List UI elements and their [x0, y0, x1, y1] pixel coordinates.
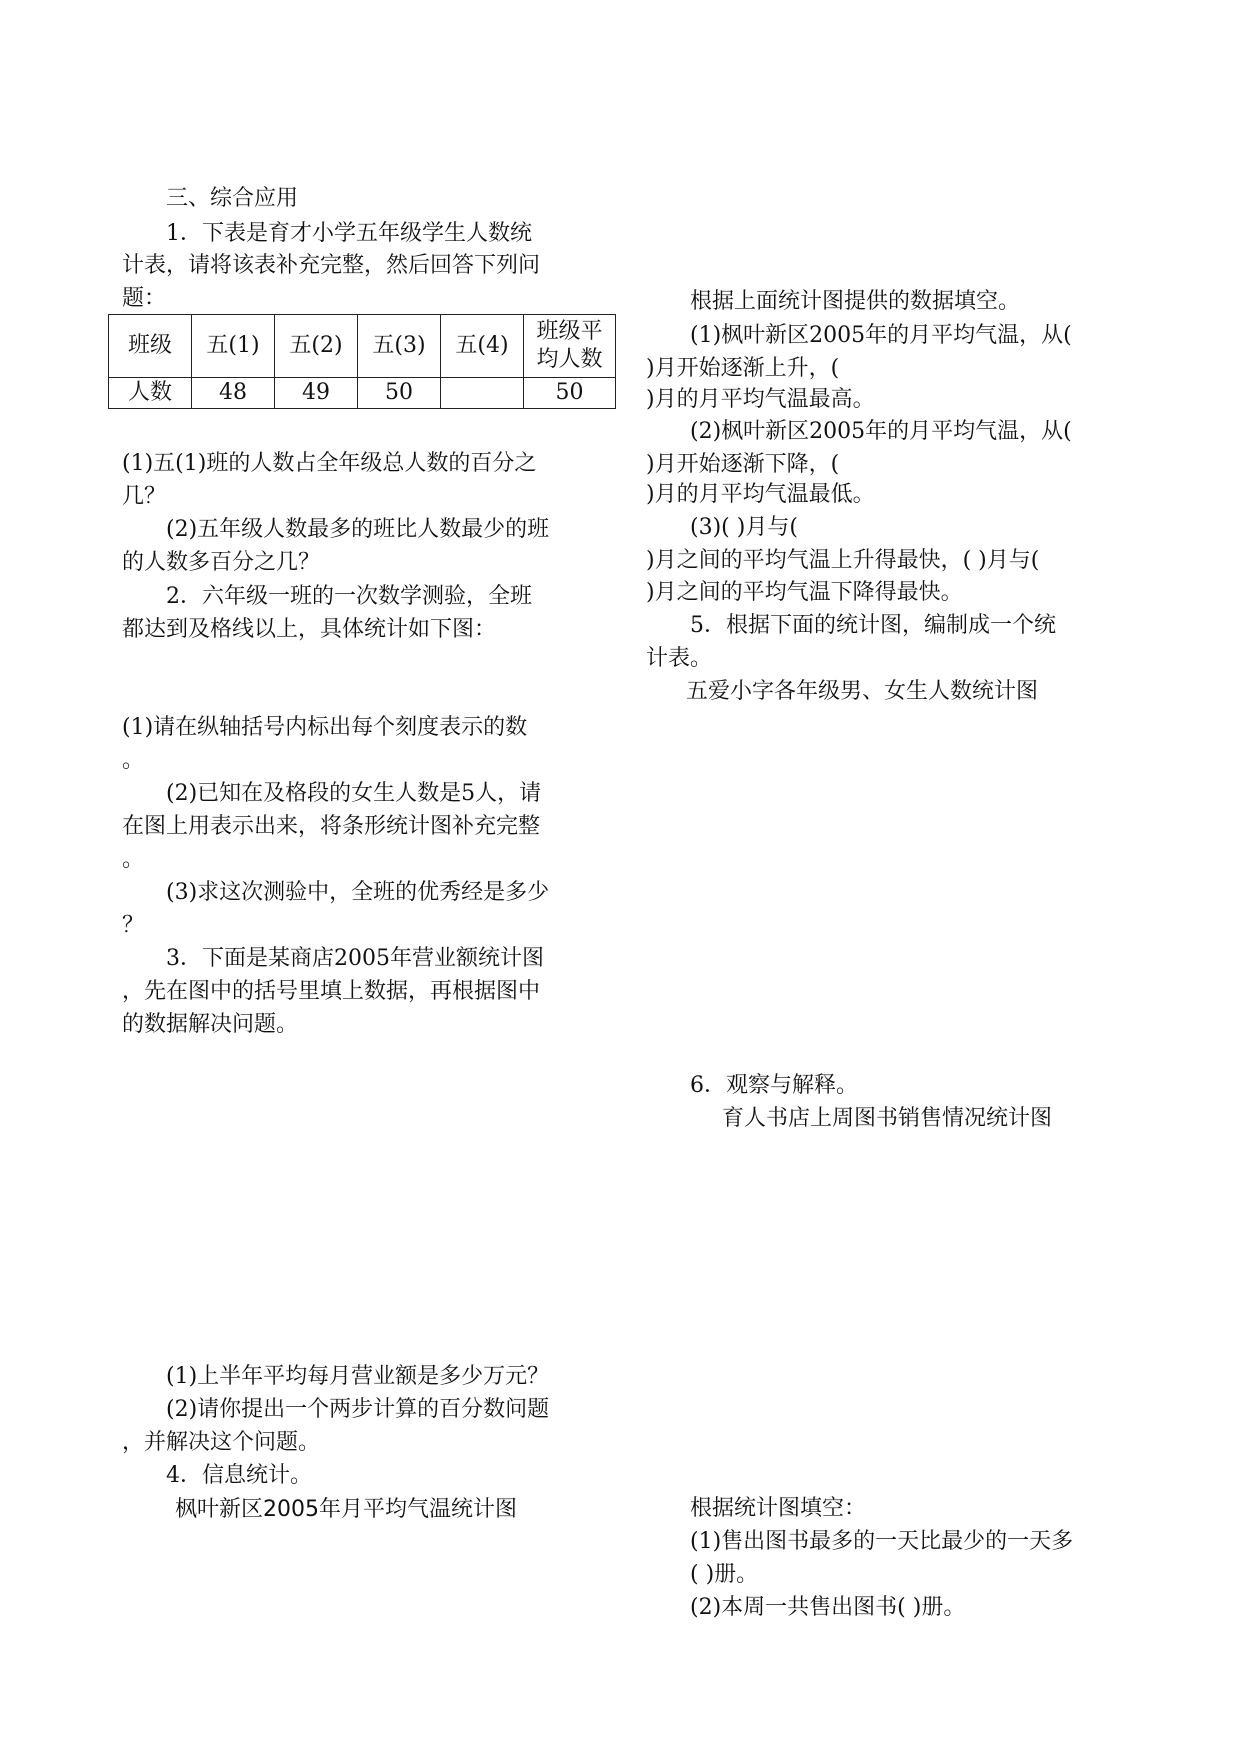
q3-sub-2: (2)请你提出一个两步计算的百分数问题	[166, 1397, 550, 1422]
section-title: 三、综合应用	[166, 186, 299, 211]
q4-sub-2b: )月开始逐渐下降，(	[646, 452, 840, 477]
q4-sub-2: (2)枫叶新区2005年的月平均气温，从(	[690, 419, 1072, 444]
q5-chart-caption: 五爱小字各年级男、女生人数统计图	[686, 679, 1039, 704]
q6-sub-1b: ( )册。	[690, 1562, 759, 1587]
q3-sub-2b: ，并解决这个问题。	[122, 1430, 321, 1455]
q1-line-1: 1．下表是育才小学五年级学生人数统	[166, 221, 532, 246]
q3-line-3: 的数据解决问题。	[122, 1012, 299, 1037]
q4-sub-3c: )月之间的平均气温下降得最快。	[646, 580, 963, 605]
q4-chart-caption: 枫叶新区2005年月平均气温统计图	[175, 1497, 517, 1522]
q3-line-2: ，先在图中的括号里填上数据，再根据图中	[122, 979, 541, 1004]
q4-title: 4．信息统计。	[166, 1463, 312, 1488]
q5-line-1: 5．根据下面的统计图，编制成一个统	[690, 613, 1056, 638]
q1-line-3: 题：	[122, 286, 167, 311]
q6-title: 6．观察与解释。	[690, 1073, 858, 1098]
table-header-5-3: 五(3)	[358, 315, 441, 378]
student-count-table	[108, 314, 616, 409]
q4-sub-1b: )月开始逐渐上升，(	[646, 356, 840, 381]
table-row-label: 人数	[109, 378, 192, 409]
q2-line-2: 都达到及格线以上，具体统计如下图：	[122, 617, 497, 642]
table-header-average-line-2: 均人数	[536, 347, 603, 372]
q4-sub-3b: )月之间的平均气温上升得最快，( )月与(	[646, 548, 1040, 573]
table-header-5-4: 五(4)	[441, 315, 524, 378]
table-header-average	[524, 315, 616, 378]
table-cell-5-4[interactable]	[441, 378, 524, 409]
table-cell-average: 50	[524, 378, 616, 409]
q2-sub-3b: ？	[122, 913, 145, 938]
q2-sub-1: (1)请在纵轴括号内标出每个刻度表示的数	[122, 715, 528, 740]
table-header-average-line-1: 班级平	[536, 319, 603, 344]
q6-sub-1: (1)售出图书最多的一天比最少的一天多	[690, 1529, 1074, 1554]
q5-line-2: 计表。	[646, 646, 713, 671]
q1-sub-1: (1)五(1)班的人数占全年级总人数的百分之	[122, 451, 537, 476]
q4-sub-1: (1)枫叶新区2005年的月平均气温，从(	[690, 323, 1072, 348]
table-header-5-2: 五(2)	[275, 315, 358, 378]
q2-sub-1b: 。	[122, 748, 145, 773]
q3-sub-1: (1)上半年平均每月营业额是多少万元？	[166, 1364, 550, 1389]
q4-sub-3: (3)( )月与(	[690, 515, 798, 540]
q2-sub-2b: 在图上用表示出来，将条形统计图补充完整	[122, 814, 541, 839]
q1-sub-2: (2)五年级人数最多的班比人数最少的班	[166, 517, 550, 542]
q4-sub-1c: )月的月平均气温最高。	[646, 387, 875, 412]
q4-sub-2c: )月的月平均气温最低。	[646, 482, 875, 507]
q6-chart-caption: 育人书店上周图书销售情况统计图	[722, 1106, 1053, 1131]
q6-sub-2: (2)本周一共售出图书( )册。	[690, 1595, 966, 1620]
q1-line-2: 计表，请将该表补充完整，然后回答下列问	[122, 253, 541, 278]
table-header-5-1: 五(1)	[192, 315, 275, 378]
table-cell-5-1: 48	[192, 378, 275, 409]
q2-sub-2: (2)已知在及格段的女生人数是5人，请	[166, 781, 542, 806]
q2-sub-3: (3)求这次测验中，全班的优秀经是多少	[166, 880, 550, 905]
q3-line-1: 3．下面是某商店2005年营业额统计图	[166, 946, 544, 971]
q1-sub-1b: 几？	[122, 484, 167, 509]
table-cell-5-3: 50	[358, 378, 441, 409]
q2-sub-2c: 。	[122, 847, 145, 872]
q1-sub-2b: 的人数多百分之几？	[122, 550, 321, 575]
table-header-class: 班级	[109, 315, 192, 378]
q2-line-1: 2．六年级一班的一次数学测验，全班	[166, 584, 532, 609]
table-cell-5-2: 49	[275, 378, 358, 409]
q6-intro: 根据统计图填空：	[690, 1496, 867, 1521]
q4-intro: 根据上面统计图提供的数据填空。	[690, 289, 1021, 314]
